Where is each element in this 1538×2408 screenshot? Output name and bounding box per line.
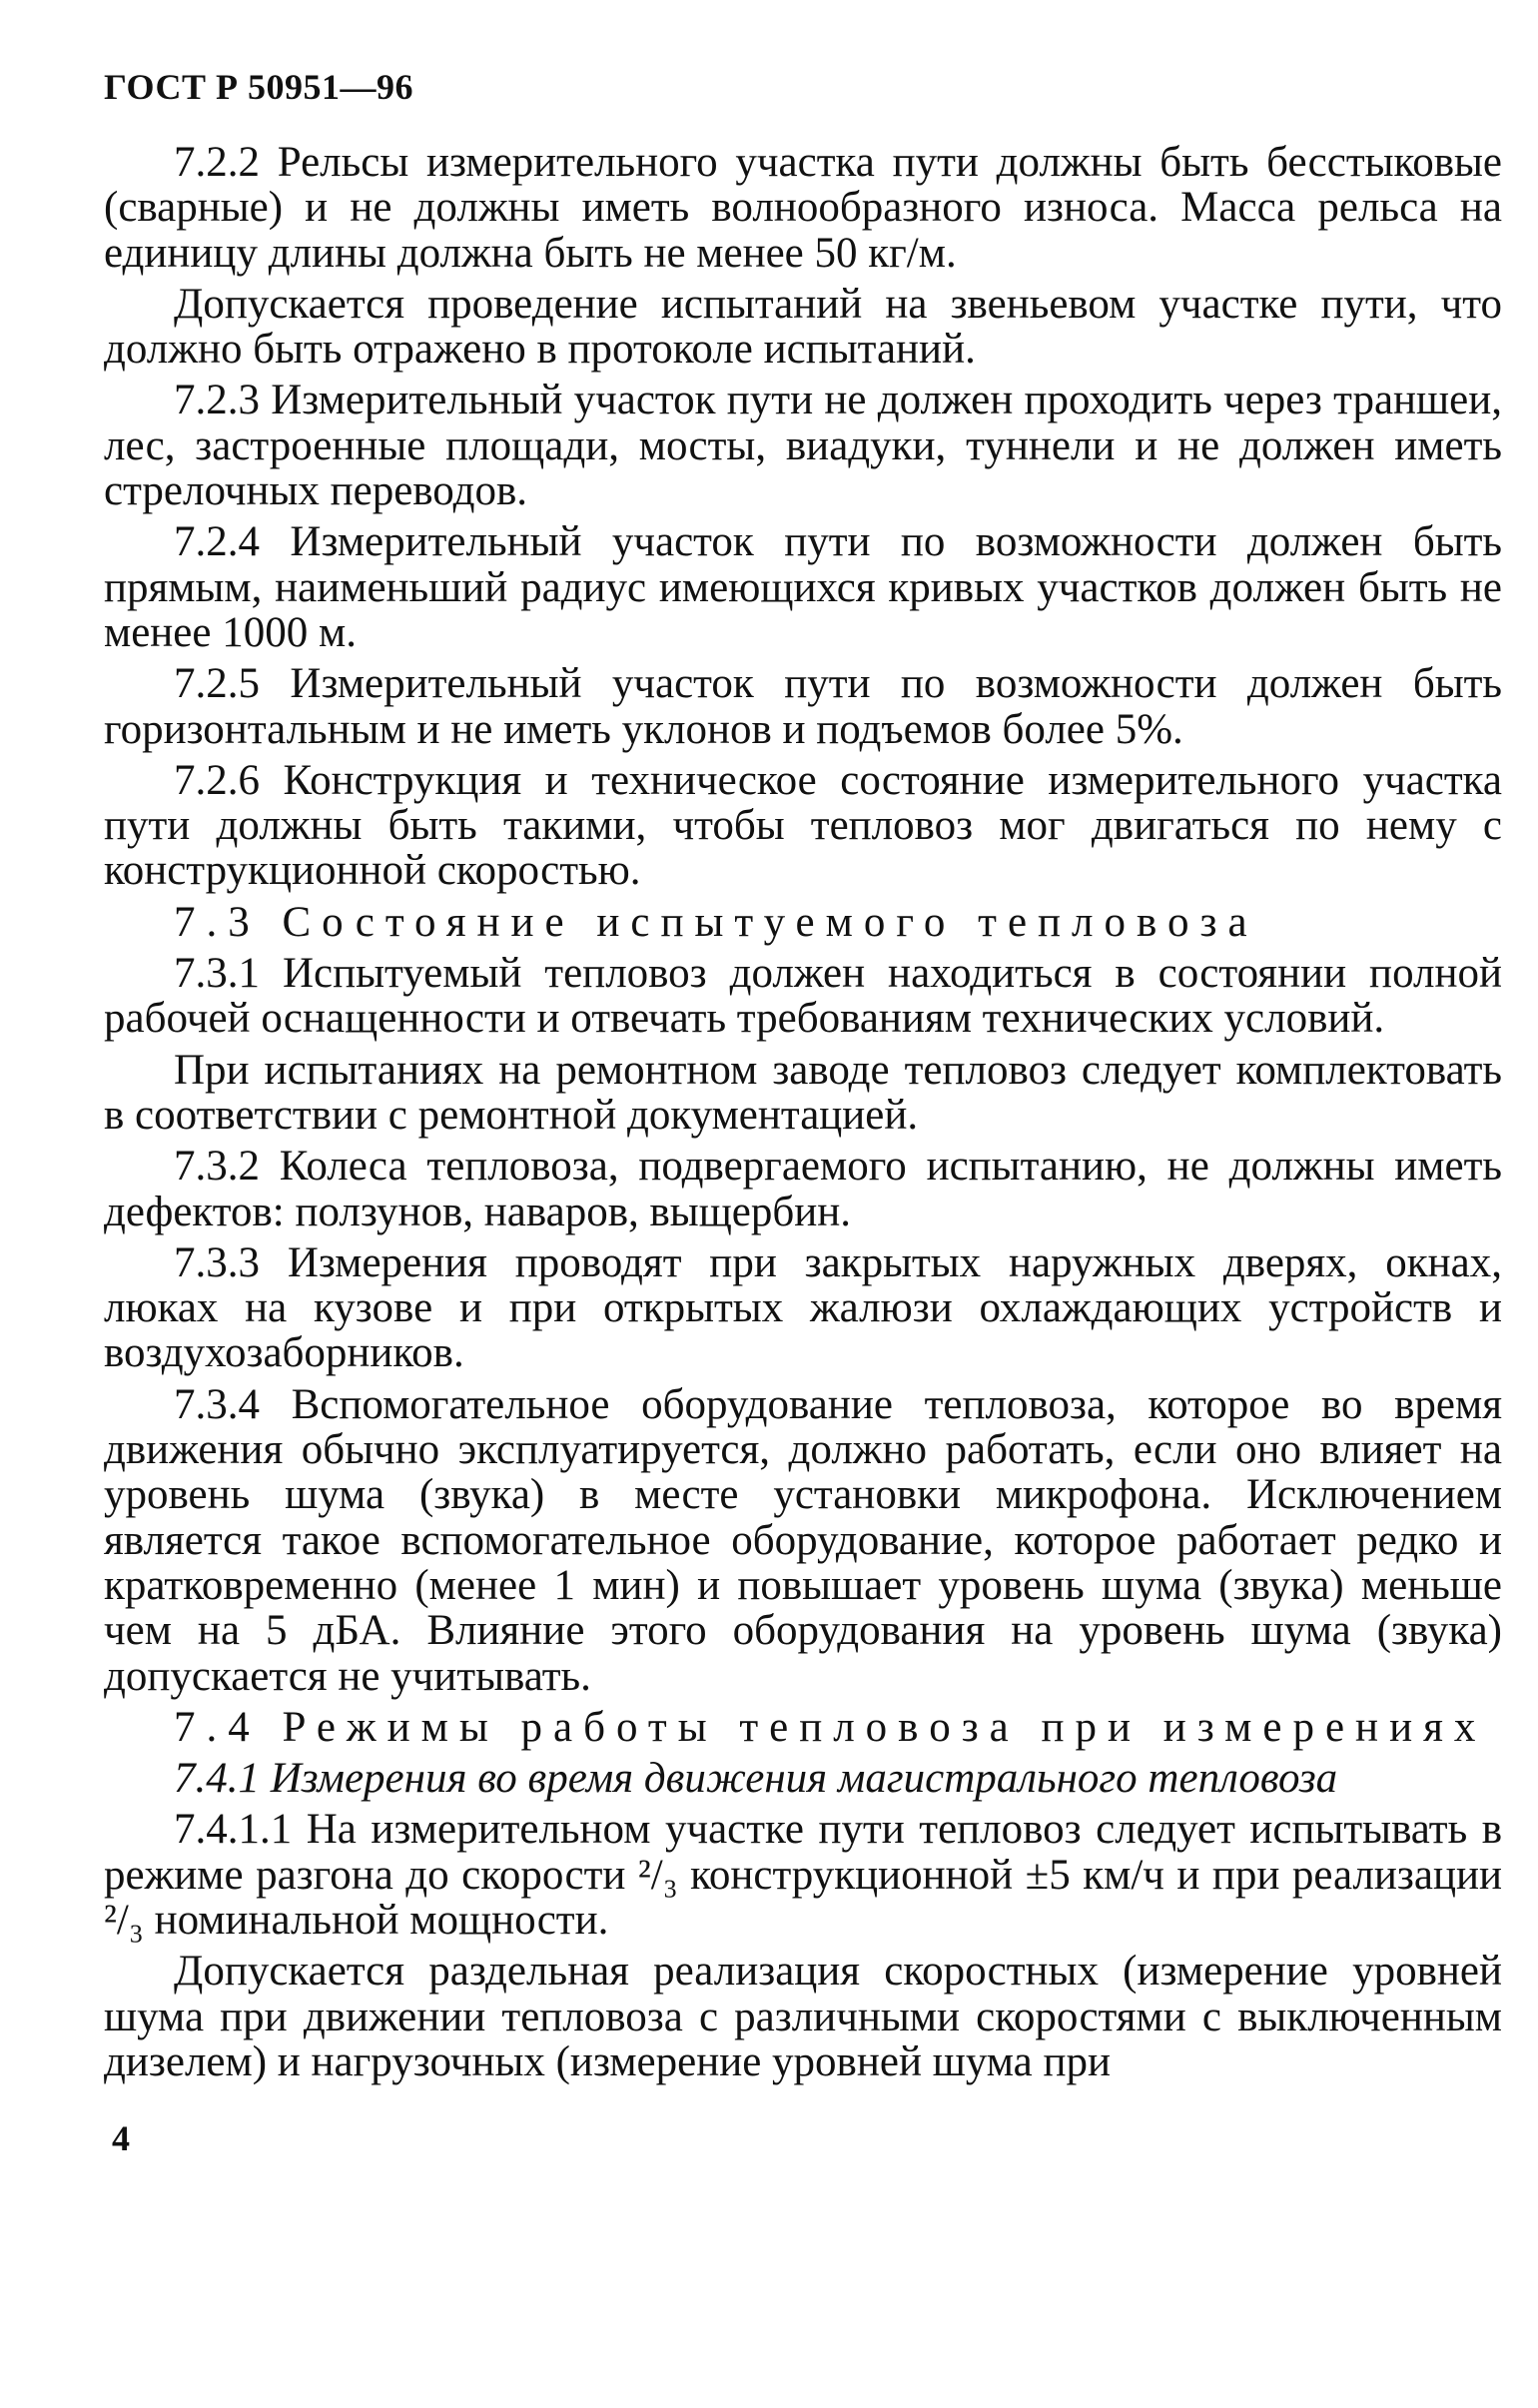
paragraph-7-2-3: 7.2.3 Измерительный участок пути не должен проходить через траншеи, лес, застроенные площади, мосты, виадуки, туннели и не должен иметь стрелочных переводов. xyxy=(104,377,1502,515)
paragraph-7-3-4: 7.3.4 Вспомогательное оборудование тепловоза, которое во время движения обычно эксплуатируется, должно работать, если оно влияет на уровень шума (звука) в месте установки микрофона. Исключением является такое вспомогательное оборудование, которое работает редко и кратковременно (менее 1 мин) и повышает уровень шума (звука) меньше чем на 5 дБА. Влияние этого оборудования на уровень шума (звука) допускается не учитывать. xyxy=(104,1380,1502,1700)
document-body xyxy=(104,140,1502,2084)
paragraph-razdelnaya-realizaciya: Допускается раздельная реализация скоростных (измерение уровней шума при движении тепловоза с различными скоростями с выключенным дизелем) и нагрузочных (измерение уровней шума при xyxy=(104,1948,1502,2085)
paragraph-7-2-6: 7.2.6 Конструкция и техническое состояние измерительного участка пути должны быть такими, чтобы тепловоз мог двигаться по нему с конструкционной скоростью. xyxy=(104,756,1502,895)
paragraph-7-2-2: 7.2.2 Рельсы измерительного участка пути должны быть бесстыковые (сварные) и не должны иметь волнообразного износа. Масса рельса на единицу длины должна быть не менее 50 кг/м. xyxy=(104,139,1502,277)
paragraph-7-3-3: 7.3.3 Измерения проводят при закрытых наружных дверях, окнах, люках на кузове и при открытых жалюзи охлаждающих устройств и воздухозаборников. xyxy=(104,1238,1502,1377)
paragraph-7-4-1-1: 7.4.1.1 На измерительном участке пути тепловоз следует испытывать в режиме разгона до скорости ²/₃ конструкционной ±5 км/ч и при реализации ²/₃ номинальной мощности. xyxy=(104,1806,1502,1944)
paragraph-7-3-1: 7.3.1 Испытуемый тепловоз должен находиться в состоянии полной рабочей оснащенности и отвечать требованиям технических условий. xyxy=(104,950,1502,1043)
subsection-heading-7-4-1: 7.4.1 Измерения во время движения магистрального тепловоза xyxy=(174,1755,1338,1803)
paragraph-remontny-zavod: При испытаниях на ремонтном заводе тепловоз следует комплектовать в соответствии с ремонтной документацией. xyxy=(104,1046,1502,1139)
section-heading-7-3: 7.3 Состояние испытуемого тепловоза xyxy=(174,898,1258,946)
page-number: 4 xyxy=(112,2118,130,2158)
paragraph-7-3-2: 7.3.2 Колеса тепловоза, подвергаемого испытанию, не должны иметь дефектов: ползунов, наваров, выщербин. xyxy=(104,1143,1502,1235)
paragraph-zvenievoy: Допускается проведение испытаний на звеньевом участке пути, что должно быть отражено в протоколе испытаний. xyxy=(104,280,1502,374)
document-header: ГОСТ Р 50951—96 xyxy=(104,67,413,107)
paragraph-7-2-5: 7.2.5 Измерительный участок пути по возможности должен быть горизонтальным и не иметь уклонов и подъемов более 5%. xyxy=(104,660,1502,753)
section-heading-7-4: 7.4 Режимы работы тепловоза при измерениях xyxy=(174,1703,1487,1751)
paragraph-7-2-4: 7.2.4 Измерительный участок пути по возможности должен быть прямым, наименьший радиус имеющихся кривых участков должен быть не менее 1000 м. xyxy=(104,518,1502,656)
